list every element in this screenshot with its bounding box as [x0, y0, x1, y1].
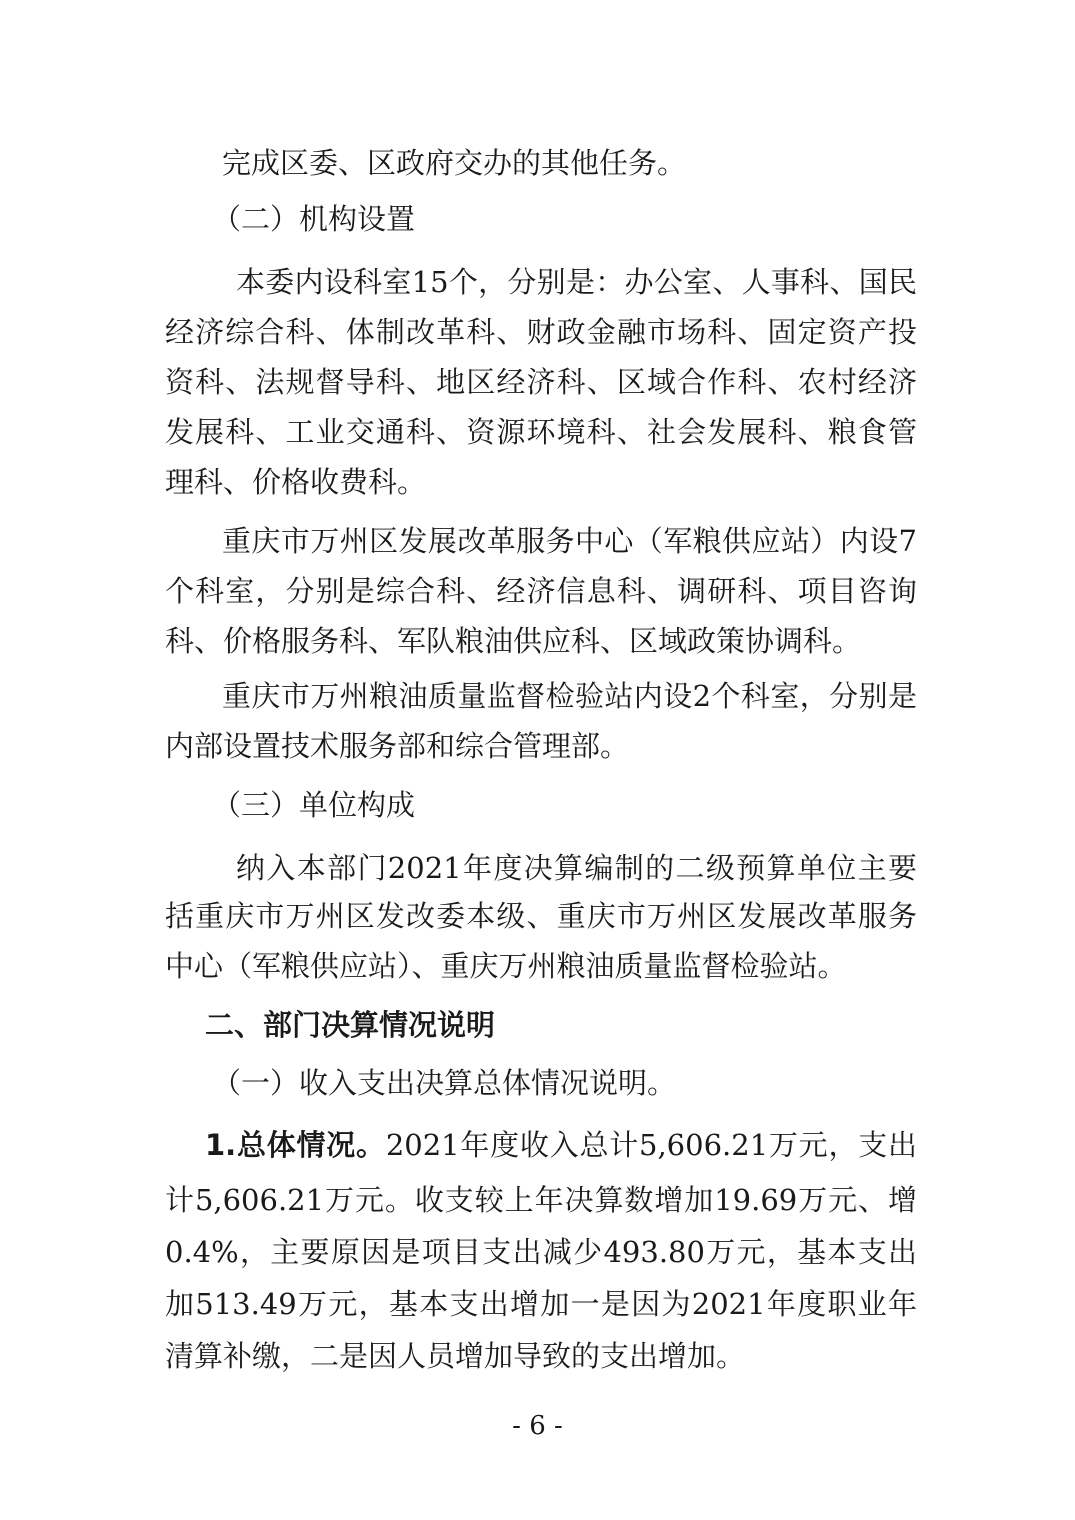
paragraph-line: 内部设置技术服务部和综合管理部。 [165, 729, 630, 763]
paragraph-line: 计5,606.21万元。收支较上年决算数增加19.69万元、增 [165, 1183, 917, 1217]
paragraph-line: 科、价格服务科、军队粮油供应科、区域政策协调科。 [165, 624, 862, 658]
paragraph-line: 发展科、工业交通科、资源环境科、社会发展科、粮食管 [165, 415, 917, 449]
paragraph-line: 中心（军粮供应站）、重庆万州粮油质量监督检验站。 [165, 949, 847, 983]
paragraph-line: 括重庆市万州区发改委本级、重庆市万州区发展改革服务 [165, 899, 917, 933]
paragraph-line: 本委内设科室15个，分别是：办公室、人事科、国民 [236, 265, 917, 299]
paragraph-line: 理科、价格收费科。 [165, 465, 427, 499]
paragraph-line: 0.4%，主要原因是项目支出减少493.80万元，基本支出 [165, 1235, 917, 1269]
paragraph-line: 资科、法规督导科、地区经济科、区域合作科、农村经济 [165, 365, 917, 399]
subsection-heading-overview: （一）收入支出决算总体情况说明。 [212, 1066, 677, 1100]
section-heading-org-setup: （二）机构设置 [212, 202, 416, 236]
paragraph-lead-bold: 1.总体情况。 [205, 1128, 386, 1162]
paragraph-lead-rest: 2021年度收入总计5,606.21万元，支出 [385, 1128, 917, 1162]
paragraph-line: 加513.49万元，基本支出增加一是因为2021年度职业年 [165, 1287, 917, 1321]
section-heading-final-accounts: 二、部门决算情况说明 [205, 1008, 496, 1042]
page-number: - 6 - [512, 1411, 563, 1441]
paragraph-line: 个科室，分别是综合科、经济信息科、调研科、项目咨询 [165, 574, 917, 608]
paragraph-line: 经济综合科、体制改革科、财政金融市场科、固定资产投 [165, 315, 917, 349]
paragraph-line: 重庆市万州区发展改革服务中心（军粮供应站）内设7 [222, 524, 917, 558]
paragraph-line: 完成区委、区政府交办的其他任务。 [222, 146, 687, 180]
paragraph-line [205, 1125, 917, 1165]
paragraph-line: 清算补缴，二是因人员增加导致的支出增加。 [165, 1339, 746, 1373]
paragraph-line: 重庆市万州粮油质量监督检验站内设2个科室，分别是 [222, 679, 917, 713]
paragraph-line: 纳入本部门2021年度决算编制的二级预算单位主要 [236, 851, 917, 885]
section-heading-unit-composition: （三）单位构成 [212, 788, 416, 822]
